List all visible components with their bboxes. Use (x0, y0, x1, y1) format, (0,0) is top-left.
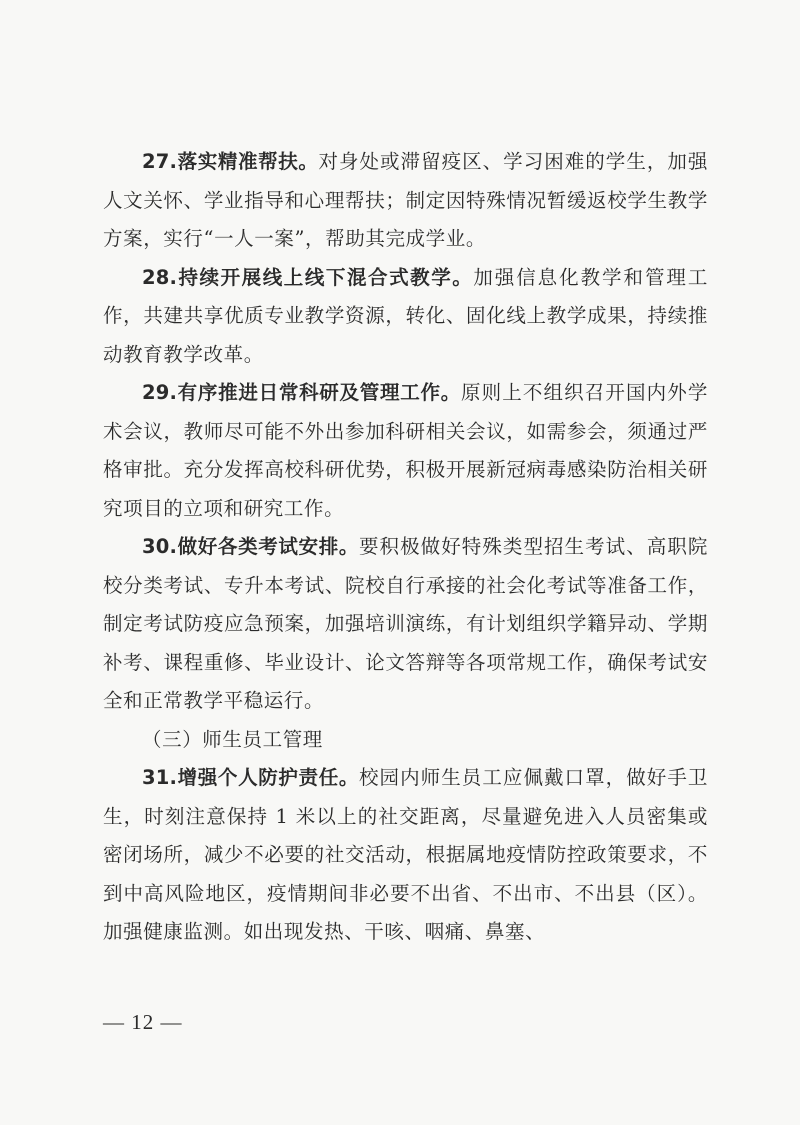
paragraph-30-title: 30.做好各类考试安排。 (142, 535, 359, 558)
document-body (103, 143, 708, 952)
paragraph-30 (103, 528, 708, 721)
paragraph-29-title: 29.有序推进日常科研及管理工作。 (142, 381, 461, 404)
paragraph-28-body: 加强信息化教学和管理工作，共建共享优质专业教学资源，转化、固化线上教学成果，持续推动教育教学改革。 (103, 265, 708, 366)
paragraph-31-title: 31.增强个人防护责任。 (142, 766, 359, 789)
paragraph-31-body: 校园内师生员工应佩戴口罩，做好手卫生，时刻注意保持 1 米以上的社交距离，尽量避免进入人员密集或密闭场所，减少不必要的社交活动，根据属地疫情防控政策要求，不到中高风险地区，疫情期间非必要不出省、不出市、不出县（区）。加强健康监测。如出现发热、干咳、咽痛、鼻塞、 (103, 766, 708, 943)
paragraph-29-body: 原则上不组织召开国内外学术会议，教师尽可能不外出参加科研相关会议，如需参会，须通过严格审批。充分发挥高校科研优势，积极开展新冠病毒感染防治相关研究项目的立项和研究工作。 (103, 381, 708, 520)
paragraph-28 (103, 259, 708, 375)
paragraph-28-title: 28.持续开展线上线下混合式教学。 (142, 265, 474, 289)
paragraph-30-body: 要积极做好特殊类型招生考试、高职院校分类考试、专升本考试、院校自行承接的社会化考试等准备工作，制定考试防疫应急预案，加强培训演练，有计划组织学籍异动、学期补考、课程重修、毕业设计、论文答辩等各项常规工作，确保考试安全和正常教学平稳运行。 (103, 535, 708, 712)
paragraph-29 (103, 374, 708, 528)
page-number: — 12 — (103, 1010, 183, 1034)
paragraph-31 (103, 759, 708, 952)
paragraph-27-body: 对身处或滞留疫区、学习困难的学生，加强人文关怀、学业指导和心理帮扶；制定因特殊情况暂缓返校学生教学方案，实行“一人一案”，帮助其完成学业。 (103, 150, 709, 250)
paragraph-27-title: 27.落实精准帮扶。 (142, 150, 319, 173)
section-heading: （三）师生员工管理 (142, 727, 323, 751)
paragraph-27 (103, 143, 708, 259)
